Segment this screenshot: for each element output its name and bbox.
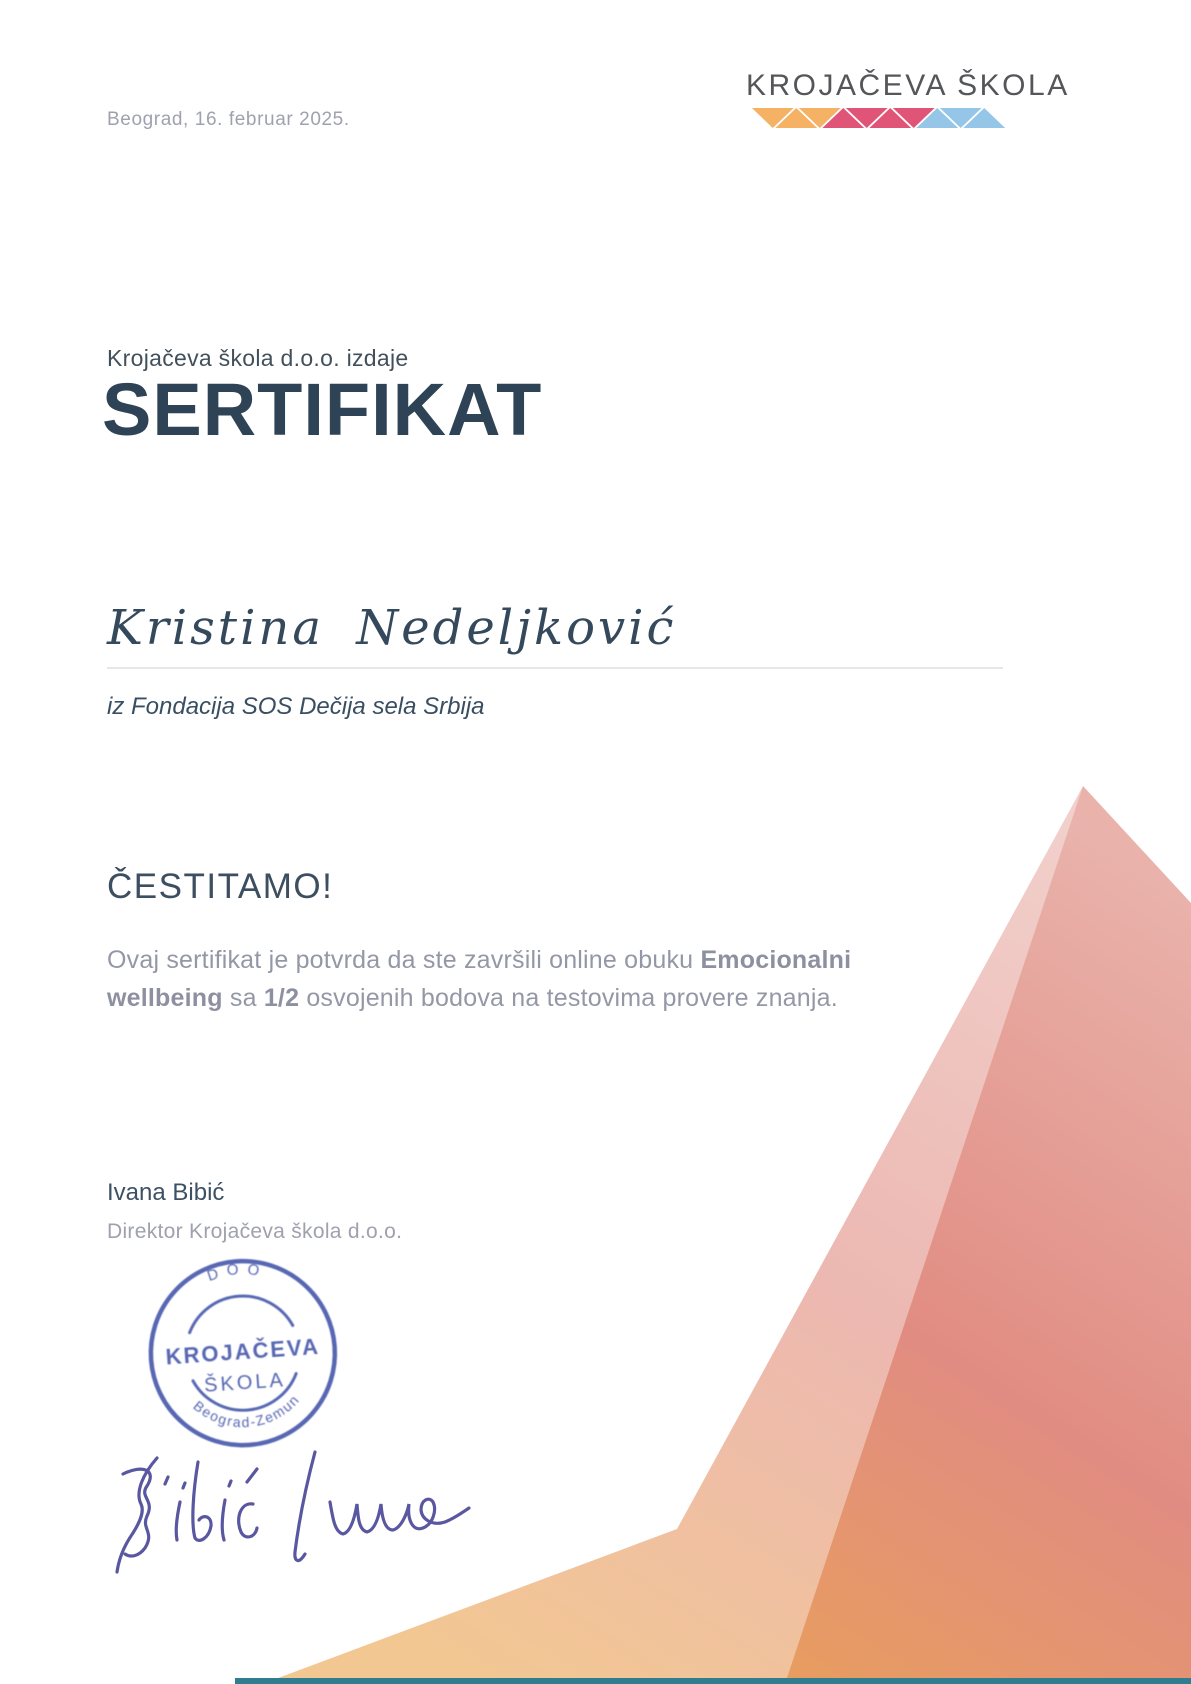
congrats-text-1: Ovaj sertifikat je potvrda da ste završili online obuku: [107, 946, 701, 974]
score-value: 1/2: [263, 984, 300, 1012]
company-stamp: [137, 1255, 353, 1455]
date-place-line: Beograd, 16. februar 2025.: [107, 109, 350, 130]
stamp-bottom-text: Beograd-Zemun: [190, 1391, 303, 1431]
logo-wordmark: KROJAČEVA ŠKOLA: [746, 69, 1070, 102]
recipient-origin: iz Fondacija SOS Dečija sela Srbija: [107, 693, 485, 720]
signer-name: Ivana Bibić: [107, 1179, 225, 1206]
issuer-line: Krojačeva škola d.o.o. izdaje: [107, 345, 409, 371]
name-underline: [107, 667, 1003, 669]
congrats-paragraph: [107, 941, 969, 1017]
certificate-title: SERTIFIKAT: [102, 368, 543, 451]
stamp-line1: KROJAČEVA: [164, 1333, 321, 1370]
congrats-text-3: osvojenih bodova na testovima provere znanja.: [299, 984, 838, 1012]
logo-triangles-icon: [751, 105, 1006, 131]
course-name: Emocionalni wellbeing: [107, 946, 852, 1012]
stamp-top-text: DOO: [205, 1260, 269, 1285]
congrats-heading: ČESTITAMO!: [107, 867, 334, 906]
signer-title: Direktor Krojačeva škola d.o.o.: [107, 1220, 403, 1243]
recipient-name: Kristina Nedeljković: [107, 600, 677, 656]
congrats-text-2: sa: [222, 984, 264, 1012]
stamp-line2: ŠKOLA: [203, 1369, 287, 1397]
handwritten-signature: [95, 1440, 475, 1600]
